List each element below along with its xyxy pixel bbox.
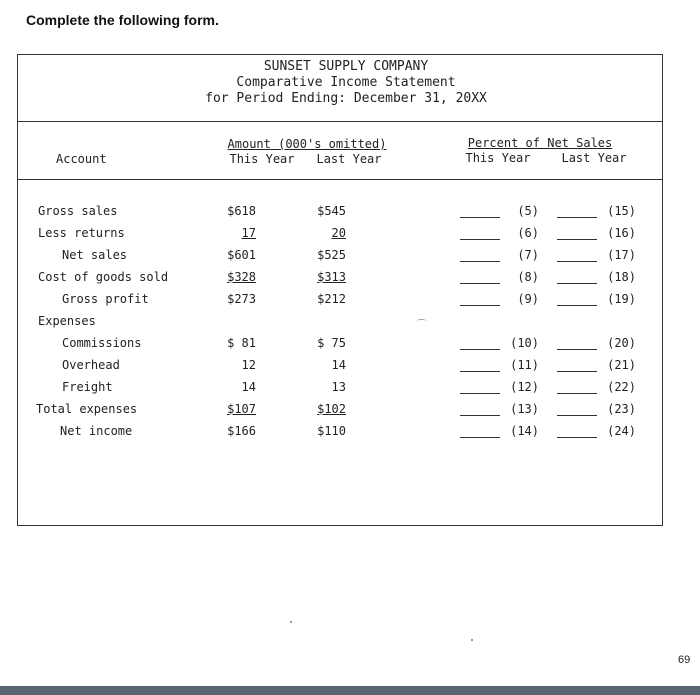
answer-ref-6: (6)	[517, 226, 539, 240]
answer-ref-23: (23)	[607, 402, 636, 416]
answer-blank-8[interactable]	[460, 283, 500, 284]
account-net-income: Net income	[60, 424, 133, 438]
answer-ref-21: (21)	[607, 358, 636, 372]
account-gross-sales: Gross sales	[38, 204, 118, 218]
answer-ref-22: (22)	[607, 380, 636, 394]
answer-blank-7[interactable]	[460, 261, 500, 262]
less-returns-last-year: 20	[331, 226, 346, 240]
overhead-this-year: 12	[241, 358, 256, 372]
instruction-text: Complete the following form.	[26, 12, 219, 28]
answer-blank-18[interactable]	[557, 283, 597, 284]
answer-blank-9[interactable]	[460, 305, 500, 306]
answer-ref-14: (14)	[510, 424, 539, 438]
answer-ref-5: (5)	[517, 204, 539, 218]
answer-ref-17: (17)	[607, 248, 636, 262]
gross-profit-this-year: $273	[227, 292, 256, 306]
amount-last-year-header: Last Year	[316, 152, 382, 166]
statement-title: Comparative Income Statement	[236, 75, 456, 90]
percent-this-year-header: This Year	[465, 151, 531, 165]
title-divider	[18, 121, 662, 122]
gross-profit-last-year: $212	[317, 292, 346, 306]
commissions-this-year: $ 81	[227, 336, 256, 350]
stray-dot-mark	[290, 621, 292, 623]
percent-column-group-header: Percent of Net Sales	[467, 136, 613, 150]
freight-this-year: 14	[241, 380, 256, 394]
answer-ref-7: (7)	[517, 248, 539, 262]
gross-sales-last-year: $545	[317, 204, 346, 218]
stray-dot-mark-2	[471, 639, 473, 641]
commissions-last-year: $ 75	[317, 336, 346, 350]
answer-blank-21[interactable]	[557, 371, 597, 372]
answer-blank-16[interactable]	[557, 239, 597, 240]
account-net-sales: Net sales	[62, 248, 128, 262]
amount-column-group-header: Amount (000's omitted)	[227, 137, 387, 151]
answer-blank-20[interactable]	[557, 349, 597, 350]
page-number: 69	[678, 654, 691, 666]
net-sales-last-year: $525	[317, 248, 346, 262]
answer-blank-12[interactable]	[460, 393, 500, 394]
account-freight: Freight	[62, 380, 113, 394]
answer-ref-18: (18)	[607, 270, 636, 284]
total-expenses-this-year: $107	[227, 402, 256, 416]
less-returns-this-year: 17	[241, 226, 256, 240]
net-income-this-year: $166	[227, 424, 256, 438]
answer-ref-13: (13)	[510, 402, 539, 416]
answer-blank-10[interactable]	[460, 349, 500, 350]
account-total-expenses: Total expenses	[36, 402, 138, 416]
answer-ref-9: (9)	[517, 292, 539, 306]
answer-ref-8: (8)	[517, 270, 539, 284]
answer-blank-14[interactable]	[460, 437, 500, 438]
company-name: SUNSET SUPPLY COMPANY	[263, 59, 429, 74]
gross-sales-this-year: $618	[227, 204, 256, 218]
percent-last-year-header: Last Year	[561, 151, 627, 165]
answer-blank-13[interactable]	[460, 415, 500, 416]
answer-ref-12: (12)	[510, 380, 539, 394]
answer-blank-6[interactable]	[460, 239, 500, 240]
answer-blank-11[interactable]	[460, 371, 500, 372]
account-commissions: Commissions	[62, 336, 142, 350]
answer-blank-23[interactable]	[557, 415, 597, 416]
answer-blank-17[interactable]	[557, 261, 597, 262]
income-statement-form	[17, 54, 663, 526]
amount-this-year-header: This Year	[229, 152, 295, 166]
answer-ref-20: (20)	[607, 336, 636, 350]
account-column-header: Account	[56, 152, 107, 166]
answer-ref-10: (10)	[510, 336, 539, 350]
net-sales-this-year: $601	[227, 248, 256, 262]
stray-pen-mark: ⌒	[417, 320, 427, 330]
freight-last-year: 13	[331, 380, 346, 394]
account-overhead: Overhead	[62, 358, 120, 372]
answer-ref-15: (15)	[607, 204, 636, 218]
cost-of-goods-last-year: $313	[317, 270, 346, 284]
answer-ref-19: (19)	[607, 292, 636, 306]
answer-blank-5[interactable]	[460, 217, 500, 218]
answer-ref-16: (16)	[607, 226, 636, 240]
account-cost-of-goods-sold: Cost of goods sold	[38, 270, 169, 284]
statement-period: for Period Ending: December 31, 20XX	[205, 91, 487, 106]
total-expenses-last-year: $102	[317, 402, 346, 416]
account-less-returns: Less returns	[38, 226, 125, 240]
net-income-last-year: $110	[317, 424, 346, 438]
answer-blank-24[interactable]	[557, 437, 597, 438]
cost-of-goods-this-year: $328	[227, 270, 256, 284]
overhead-last-year: 14	[331, 358, 346, 372]
account-expenses-heading: Expenses	[38, 314, 96, 328]
answer-blank-22[interactable]	[557, 393, 597, 394]
answer-ref-24: (24)	[607, 424, 636, 438]
viewer-bottom-bar	[0, 686, 700, 695]
answer-blank-19[interactable]	[557, 305, 597, 306]
answer-blank-15[interactable]	[557, 217, 597, 218]
answer-ref-11: (11)	[510, 358, 539, 372]
header-divider	[18, 179, 662, 180]
account-gross-profit: Gross profit	[62, 292, 149, 306]
